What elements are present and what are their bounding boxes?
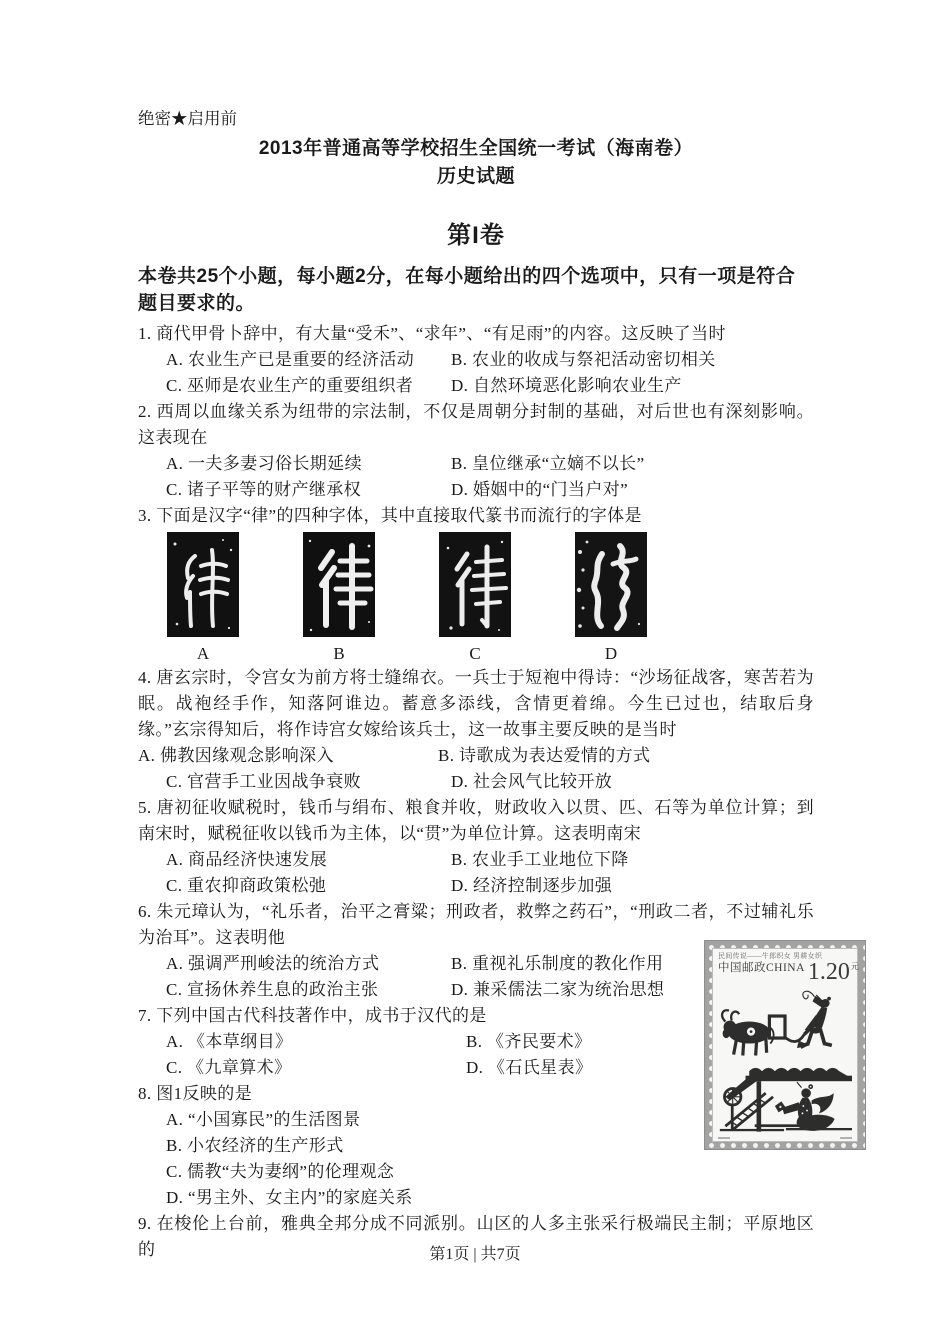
- question-5-option-d: D. 经济控制逐步加强: [451, 876, 613, 895]
- question-8-option-a: A. “小国寡民”的生活图景: [166, 1110, 361, 1129]
- question-4-option-d: D. 社会风气比较开放: [451, 772, 613, 791]
- stamp-series-note: 民间传说——牛郎织女 男耕女织: [718, 952, 823, 960]
- question-5-options-row-2: [138, 873, 814, 899]
- question-1-stem: 1. 商代甲骨卜辞中，有大量“受禾”、“求年”、“有足雨”的内容。这反映了当时: [138, 324, 726, 343]
- stamp-illustration-plowing-weaving: [718, 985, 852, 1137]
- question-4-option-b: B. 诗歌成为表达爱情的方式: [438, 746, 651, 765]
- question-1-option-d: D. 自然环境恶化影响农业生产: [451, 376, 682, 395]
- script-sample-c-image: [439, 532, 511, 637]
- script-sample-d: [575, 532, 647, 665]
- question-1-option-a: A. 农业生产已是重要的经济活动: [166, 350, 415, 369]
- question-7-option-d: D. 《石氏星表》: [466, 1058, 593, 1077]
- question-6-stem: 6. 朱元璋认为，“礼乐者，治平之膏粱；刑政者，救弊之药石”，“刑政二者，不过辅礼乐为治耳”。这表明他: [138, 902, 814, 947]
- script-sample-c-label: C: [469, 644, 481, 663]
- section-title: 第I卷: [447, 222, 505, 249]
- stamp-denomination: 1.20: [807, 959, 850, 985]
- section-instructions: 本卷共25个小题，每小题2分，在每小题给出的四个选项中，只有一项是符合题目要求的。: [138, 266, 796, 314]
- question-7-option-b: B. 《齐民要术》: [466, 1032, 592, 1051]
- question-9-stem: 9. 在梭伦上台前，雅典全邦分成不同派别。山区的人多主张采行极端民主制；平原地区的: [138, 1214, 814, 1259]
- question-6-option-d: D. 兼采儒法二家为统治思想: [451, 980, 665, 999]
- question-2-options-row-2: [138, 477, 814, 503]
- stamp-imprint-mark-left: [718, 1137, 730, 1139]
- question-1-options-row-2: [138, 373, 814, 399]
- stamp-imprint-mark-right: [840, 1137, 852, 1139]
- question-2-options-row-1: [138, 451, 814, 477]
- question-2-option-b: B. 皇位继承“立嫡不以长”: [451, 454, 645, 473]
- exam-title: 2013年普通高等学校招生全国统一考试（海南卷）: [258, 138, 694, 159]
- stamp-issuer-text: 中国邮政CHINA: [718, 962, 805, 974]
- question-4-option-c: C. 官营手工业因战争衰败: [166, 772, 362, 791]
- question-6-option-c: C. 宣扬休养生息的政治主张: [166, 980, 379, 999]
- question-1-options-row-1: [138, 347, 814, 373]
- script-sample-a-image: [167, 532, 239, 637]
- question-5-options-row-1: [138, 847, 814, 873]
- question-5-option-c: C. 重农抑商政策松弛: [166, 876, 327, 895]
- script-sample-b: [303, 532, 375, 665]
- script-sample-a: [167, 532, 239, 665]
- question-4-options-row-2: [138, 769, 814, 795]
- question-1-option-c: C. 巫师是农业生产的重要组织者: [166, 376, 414, 395]
- question-8-option-d: D. “男主外、女主内”的家庭关系: [166, 1188, 413, 1207]
- question-1-option-b: B. 农业的收成与祭祀活动密切相关: [451, 350, 716, 369]
- question-6-option-b: B. 重视礼乐制度的教化作用: [451, 954, 664, 973]
- question-2-option-d: D. 婚姻中的“门当户对”: [451, 480, 629, 499]
- exam-subject-title: 历史试题: [436, 166, 515, 187]
- script-sample-c: [439, 532, 511, 665]
- question-4-option-a: A. 佛教因缘观念影响深入: [138, 746, 334, 765]
- question-4-stem: 4. 唐玄宗时，令宫女为前方将士缝绵衣。一兵士于短袍中得诗：“沙场征战客，寒苦若为眠。战袍经手作，知落阿谁边。蓄意多添线，含情更着绵。今生已过也，结取后身缘。”玄宗得知后，将作诗宫女嫁给该兵士，这一故事主要反映的是当时: [138, 668, 814, 739]
- question-5-option-a: A. 商品经济快速发展: [166, 850, 328, 869]
- security-classification: 绝密★启用前: [138, 109, 237, 128]
- figure-script-samples: [167, 532, 814, 665]
- question-8-stem: 8. 图1反映的是: [138, 1084, 253, 1103]
- question-8-option-b: B. 小农经济的生产形式: [166, 1136, 344, 1155]
- question-2-stem: 2. 西周以血缘关系为纽带的宗法制，不仅是周朝分封制的基础，对后世也有深刻影响。这表现在: [138, 402, 814, 447]
- figure-1-stamp: [704, 940, 866, 1150]
- question-2-option-c: C. 诸子平等的财产继承权: [166, 480, 362, 499]
- question-3-stem: 3. 下面是汉字“律”的四种字体，其中直接取代篆书而流行的字体是: [138, 506, 642, 525]
- script-sample-b-image: [303, 532, 375, 637]
- script-sample-a-label: A: [196, 644, 210, 663]
- script-sample-b-label: B: [333, 644, 345, 663]
- question-2-option-a: A. 一夫多妻习俗长期延续: [166, 454, 362, 473]
- stamp-currency-unit: 元: [850, 962, 859, 971]
- script-sample-d-image: [575, 532, 647, 637]
- question-5-option-b: B. 农业手工业地位下降: [451, 850, 629, 869]
- question-7-option-a: A. 《本草纲目》: [166, 1032, 293, 1051]
- question-5-stem: 5. 唐初征收赋税时，钱币与绢布、粮食并收，财政收入以贯、匹、石等为单位计算；到南宋时，赋税征收以钱币为主体，以“贯”为单位计算。这表明南宋: [138, 798, 814, 843]
- question-7-option-c: C. 《九章算术》: [166, 1058, 292, 1077]
- question-4-options-row-1: [138, 743, 814, 769]
- script-sample-d-label: D: [604, 644, 618, 663]
- stamp-header-row: [718, 959, 859, 985]
- question-7-stem: 7. 下列中国古代科技著作中，成书于汉代的是: [138, 1006, 487, 1025]
- stamp-inner-paper: [712, 948, 858, 1142]
- question-6-option-a: A. 强调严刑峻法的统治方式: [166, 954, 380, 973]
- question-8-option-c: C. 儒教“夫为妻纲”的伦理观念: [166, 1162, 395, 1181]
- page-number-footer: 第1页 | 共7页: [429, 1246, 521, 1263]
